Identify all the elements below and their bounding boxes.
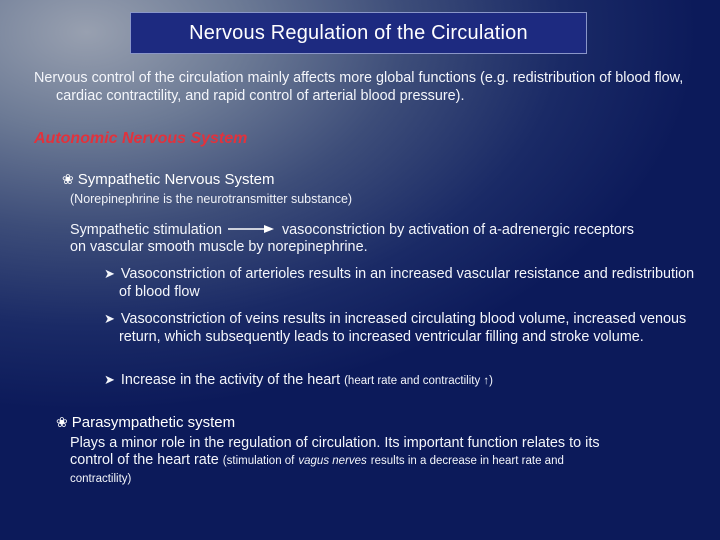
section-heading: Autonomic Nervous System xyxy=(34,130,248,147)
heart-activity-note: (heart rate and contractility ↑) xyxy=(344,375,494,387)
stimulation-effect: vasoconstriction by activation of a-adrenergic receptors xyxy=(281,222,634,238)
arrow-bullet-icon: ➤ xyxy=(104,266,115,281)
list-item: ➤ Vasoconstriction of arterioles results in an increased vascular resistance and redistribution of blood flow xyxy=(104,266,695,300)
scroll-bullet-icon: ❀ xyxy=(62,171,74,187)
arrow-bullet-icon: ➤ xyxy=(104,372,115,387)
stimulation-lead: Sympathetic stimulation xyxy=(70,222,222,238)
parasympathetic-heading-label: Parasympathetic system xyxy=(71,414,236,431)
neurotransmitter-note: (Norepinephrine is the neurotransmitter substance) xyxy=(70,192,353,206)
sympathetic-heading xyxy=(62,171,274,188)
slide-title: Nervous Regulation of the Circulation xyxy=(130,12,587,54)
arrow-bullet-icon: ➤ xyxy=(104,311,115,326)
sympathetic-heading-label: Sympathetic Nervous System xyxy=(77,171,275,188)
list-item: ➤ Vasoconstriction of veins results in increased circulating blood volume, increased venous return, which subsequently leads to increased ventricular filling and stroke volume. xyxy=(104,311,687,345)
stimulation-line2: on vascular smooth muscle by norepinephrine. xyxy=(70,239,368,255)
scroll-bullet-icon: ❀ xyxy=(56,414,68,430)
intro-paragraph: Nervous control of the circulation mainly affects more global functions (e.g. redistribution of blood flow, cardiac contractility, and rapid control of arterial blood pressure). xyxy=(34,70,684,104)
parasympathetic-heading xyxy=(56,414,235,431)
list-item: ➤ Increase in the activity of the heart (heart rate and contractility ↑) xyxy=(104,372,494,388)
right-arrow-icon xyxy=(228,224,274,234)
sympathetic-stimulation-text xyxy=(70,222,690,256)
parasympathetic-text: Plays a minor role in the regulation of circulation. Its important function relates to its control of the heart rate (stimulation of vagus nerves results in a decrease in heart rate and contractility) xyxy=(70,435,600,485)
